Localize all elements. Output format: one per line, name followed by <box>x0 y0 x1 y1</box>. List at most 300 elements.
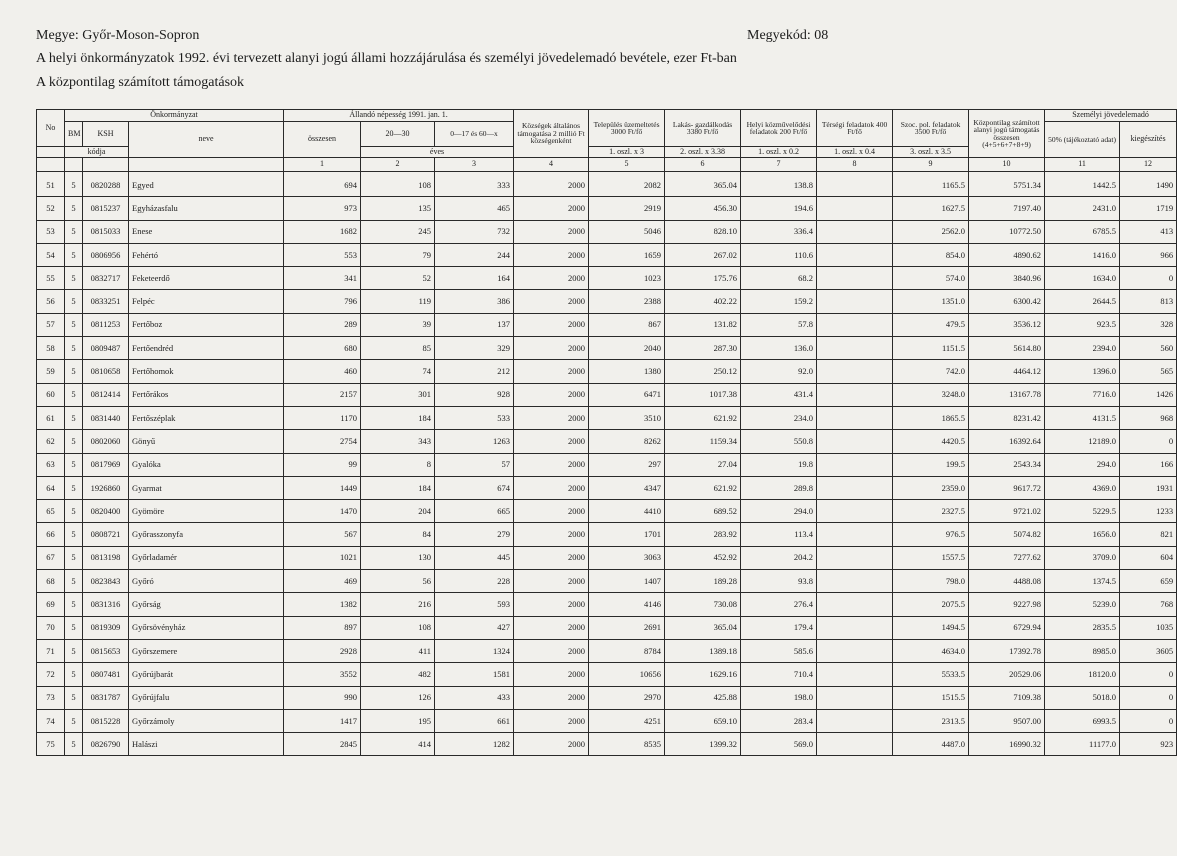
cell-bm: 5 <box>65 476 83 499</box>
cell-kozponti: 10772.50 <box>969 220 1045 243</box>
cell-szja-50: 6785.5 <box>1045 220 1120 243</box>
cell-helyi: 159.2 <box>741 290 817 313</box>
cell-age-0-17: 661 <box>435 709 514 732</box>
table-row <box>37 523 1177 546</box>
cell-osszesen: 553 <box>284 243 361 266</box>
cell-bm: 5 <box>65 220 83 243</box>
cell-telepules: 2970 <box>589 686 665 709</box>
cell-lakas: 283.92 <box>665 523 741 546</box>
cell-bm: 5 <box>65 733 83 756</box>
cell-lakas: 828.10 <box>665 220 741 243</box>
cell-age-0-17: 533 <box>435 406 514 429</box>
cell-kiegeszites: 604 <box>1120 546 1177 569</box>
cell-lakas: 659.10 <box>665 709 741 732</box>
cell-age-0-17: 445 <box>435 546 514 569</box>
cell-bm: 5 <box>65 290 83 313</box>
cell-no: 60 <box>37 383 65 406</box>
cell-szja-50: 2394.0 <box>1045 337 1120 360</box>
cell-bm: 5 <box>65 639 83 662</box>
cell-osszesen: 1682 <box>284 220 361 243</box>
table-row <box>37 290 1177 313</box>
cell-no: 51 <box>37 172 65 197</box>
cell-kozsegek: 2000 <box>514 616 589 639</box>
group-population: Állandó népesség 1991. jan. 1. <box>284 110 514 122</box>
cell-kozponti: 13167.78 <box>969 383 1045 406</box>
cell-kiegeszites: 968 <box>1120 406 1177 429</box>
cell-helyi: 550.8 <box>741 430 817 453</box>
cell-kozponti: 5614.80 <box>969 337 1045 360</box>
cell-osszesen: 3552 <box>284 663 361 686</box>
cell-lakas: 730.08 <box>665 593 741 616</box>
cell-helyi: 234.0 <box>741 406 817 429</box>
cell-age-20-30: 411 <box>361 639 435 662</box>
cell-no: 71 <box>37 639 65 662</box>
cell-name: Gönyű <box>129 430 284 453</box>
table-row <box>37 197 1177 220</box>
cell-tersegi <box>817 360 893 383</box>
cell-no: 55 <box>37 267 65 290</box>
cell-telepules: 8535 <box>589 733 665 756</box>
cell-age-0-17: 333 <box>435 172 514 197</box>
cell-kozponti: 5751.34 <box>969 172 1045 197</box>
cell-osszesen: 1021 <box>284 546 361 569</box>
cell-szoc: 4420.5 <box>893 430 969 453</box>
table-row <box>37 546 1177 569</box>
cell-telepules: 2919 <box>589 197 665 220</box>
cell-ksh: 0811253 <box>83 313 129 336</box>
subsidy-table <box>36 109 1177 756</box>
cell-tersegi <box>817 290 893 313</box>
cell-helyi: 569.0 <box>741 733 817 756</box>
cell-bm: 5 <box>65 709 83 732</box>
cell-helyi: 68.2 <box>741 267 817 290</box>
cell-kozsegek: 2000 <box>514 243 589 266</box>
cell-no: 73 <box>37 686 65 709</box>
col-lakas: Lakás- gazdálkodás 3380 Ft/fő <box>665 110 741 147</box>
col-age-20-30: 20—30 <box>361 122 435 147</box>
cell-osszesen: 1470 <box>284 500 361 523</box>
cell-telepules: 2388 <box>589 290 665 313</box>
cell-tersegi <box>817 243 893 266</box>
cell-helyi: 93.8 <box>741 570 817 593</box>
cell-kiegeszites: 565 <box>1120 360 1177 383</box>
cell-age-0-17: 57 <box>435 453 514 476</box>
cell-age-0-17: 1324 <box>435 639 514 662</box>
cell-kozponti: 9507.00 <box>969 709 1045 732</box>
cell-no: 52 <box>37 197 65 220</box>
cell-lakas: 1017.38 <box>665 383 741 406</box>
table-body <box>37 172 1177 756</box>
cell-helyi: 110.6 <box>741 243 817 266</box>
cell-age-20-30: 204 <box>361 500 435 523</box>
cell-kozsegek: 2000 <box>514 546 589 569</box>
cell-telepules: 2691 <box>589 616 665 639</box>
cell-szja-50: 1656.0 <box>1045 523 1120 546</box>
cell-kiegeszites: 1719 <box>1120 197 1177 220</box>
col-number: 12 <box>1120 158 1177 172</box>
cell-ksh: 0815228 <box>83 709 129 732</box>
cell-name: Győró <box>129 570 284 593</box>
col-number: 2 <box>361 158 435 172</box>
col-number: 9 <box>893 158 969 172</box>
cell-name: Egyházasfalu <box>129 197 284 220</box>
cell-lakas: 189.28 <box>665 570 741 593</box>
cell-szja-50: 4369.0 <box>1045 476 1120 499</box>
cell-tersegi <box>817 337 893 360</box>
cell-kiegeszites: 560 <box>1120 337 1177 360</box>
cell-kiegeszites: 413 <box>1120 220 1177 243</box>
cell-name: Enese <box>129 220 284 243</box>
table-row <box>37 406 1177 429</box>
table-row <box>37 593 1177 616</box>
cell-szja-50: 18120.0 <box>1045 663 1120 686</box>
cell-helyi: 194.6 <box>741 197 817 220</box>
cell-ksh: 0831316 <box>83 593 129 616</box>
cell-name: Fertőrákos <box>129 383 284 406</box>
cell-age-20-30: 195 <box>361 709 435 732</box>
cell-lakas: 621.92 <box>665 406 741 429</box>
cell-kiegeszites: 1233 <box>1120 500 1177 523</box>
cell-no: 64 <box>37 476 65 499</box>
cell-bm: 5 <box>65 616 83 639</box>
cell-no: 65 <box>37 500 65 523</box>
cell-szja-50: 6993.5 <box>1045 709 1120 732</box>
cell-lakas: 365.04 <box>665 172 741 197</box>
cell-tersegi <box>817 313 893 336</box>
cell-kiegeszites: 966 <box>1120 243 1177 266</box>
cell-lakas: 1629.16 <box>665 663 741 686</box>
cell-bm: 5 <box>65 570 83 593</box>
cell-tersegi <box>817 686 893 709</box>
table-row <box>37 733 1177 756</box>
cell-helyi: 431.4 <box>741 383 817 406</box>
cell-helyi: 585.6 <box>741 639 817 662</box>
col-kiegeszites: kiegészítés <box>1120 122 1177 158</box>
cell-age-0-17: 1282 <box>435 733 514 756</box>
cell-no: 75 <box>37 733 65 756</box>
col-number: 3 <box>435 158 514 172</box>
col-number: 6 <box>665 158 741 172</box>
cell-telepules: 6471 <box>589 383 665 406</box>
cell-bm: 5 <box>65 172 83 197</box>
cell-kozsegek: 2000 <box>514 383 589 406</box>
cell-lakas: 1389.18 <box>665 639 741 662</box>
cell-szoc: 199.5 <box>893 453 969 476</box>
cell-lakas: 365.04 <box>665 616 741 639</box>
cell-kozponti: 4464.12 <box>969 360 1045 383</box>
cell-lakas: 175.76 <box>665 267 741 290</box>
cell-osszesen: 469 <box>284 570 361 593</box>
cell-kozsegek: 2000 <box>514 639 589 662</box>
cell-ksh: 1926860 <box>83 476 129 499</box>
cell-szoc: 1557.5 <box>893 546 969 569</box>
cell-kiegeszites: 0 <box>1120 267 1177 290</box>
cell-age-20-30: 245 <box>361 220 435 243</box>
cell-no: 53 <box>37 220 65 243</box>
cell-kiegeszites: 1426 <box>1120 383 1177 406</box>
cell-name: Gyarmat <box>129 476 284 499</box>
cell-ksh: 0815033 <box>83 220 129 243</box>
cell-age-20-30: 108 <box>361 616 435 639</box>
cell-kozsegek: 2000 <box>514 570 589 593</box>
cell-no: 69 <box>37 593 65 616</box>
cell-helyi: 283.4 <box>741 709 817 732</box>
cell-age-20-30: 482 <box>361 663 435 686</box>
cell-kozsegek: 2000 <box>514 197 589 220</box>
cell-tersegi <box>817 733 893 756</box>
cell-tersegi <box>817 570 893 593</box>
cell-kozponti: 6729.94 <box>969 616 1045 639</box>
cell-kozsegek: 2000 <box>514 406 589 429</box>
cell-kiegeszites: 659 <box>1120 570 1177 593</box>
cell-helyi: 113.4 <box>741 523 817 546</box>
cell-no: 72 <box>37 663 65 686</box>
col-helyi: Helyi közművelődési feladatok 200 Ft/fő <box>741 110 817 147</box>
cell-name: Győrasszonyfa <box>129 523 284 546</box>
cell-kozponti: 16990.32 <box>969 733 1045 756</box>
col-number: 7 <box>741 158 817 172</box>
cell-tersegi <box>817 430 893 453</box>
cell-szja-50: 5229.5 <box>1045 500 1120 523</box>
section-title: A központilag számított támogatások <box>36 75 245 90</box>
cell-ksh: 0820288 <box>83 172 129 197</box>
formula-helyi: 1. oszl. x 0.2 <box>741 147 817 158</box>
cell-osszesen: 680 <box>284 337 361 360</box>
cell-helyi: 198.0 <box>741 686 817 709</box>
cell-osszesen: 567 <box>284 523 361 546</box>
cell-no: 58 <box>37 337 65 360</box>
cell-age-0-17: 279 <box>435 523 514 546</box>
cell-bm: 5 <box>65 197 83 220</box>
table-row <box>37 267 1177 290</box>
cell-telepules: 3063 <box>589 546 665 569</box>
cell-szja-50: 1416.0 <box>1045 243 1120 266</box>
table-row <box>37 220 1177 243</box>
cell-age-20-30: 84 <box>361 523 435 546</box>
table-row <box>37 453 1177 476</box>
cell-lakas: 456.30 <box>665 197 741 220</box>
col-neve: neve <box>129 122 284 158</box>
cell-tersegi <box>817 616 893 639</box>
table-row <box>37 313 1177 336</box>
cell-kiegeszites: 1035 <box>1120 616 1177 639</box>
cell-szoc: 1165.5 <box>893 172 969 197</box>
cell-kozsegek: 2000 <box>514 686 589 709</box>
col-number: 5 <box>589 158 665 172</box>
cell-ksh: 0815237 <box>83 197 129 220</box>
cell-no: 66 <box>37 523 65 546</box>
cell-age-0-17: 928 <box>435 383 514 406</box>
cell-osszesen: 973 <box>284 197 361 220</box>
document-subtitle: A helyi önkormányzatok 1992. évi tervezett alanyi jogú állami hozzájárulása és személyi jövedelemadó bevétele, ezer Ft-ban <box>36 51 737 66</box>
cell-name: Fertőszéplak <box>129 406 284 429</box>
cell-kozponti: 9617.72 <box>969 476 1045 499</box>
cell-age-20-30: 135 <box>361 197 435 220</box>
cell-name: Győrújbarát <box>129 663 284 686</box>
cell-kozponti: 3840.96 <box>969 267 1045 290</box>
cell-kozsegek: 2000 <box>514 290 589 313</box>
cell-lakas: 267.02 <box>665 243 741 266</box>
cell-szja-50: 1396.0 <box>1045 360 1120 383</box>
cell-szja-50: 923.5 <box>1045 313 1120 336</box>
cell-bm: 5 <box>65 593 83 616</box>
cell-szoc: 479.5 <box>893 313 969 336</box>
cell-szoc: 2313.5 <box>893 709 969 732</box>
cell-ksh: 0823843 <box>83 570 129 593</box>
cell-szja-50: 5018.0 <box>1045 686 1120 709</box>
cell-lakas: 287.30 <box>665 337 741 360</box>
cell-helyi: 136.0 <box>741 337 817 360</box>
col-szja-50: 50% (tájékoztató adat) <box>1045 122 1120 158</box>
cell-szoc: 4487.0 <box>893 733 969 756</box>
cell-kozponti: 8231.42 <box>969 406 1045 429</box>
cell-kozponti: 4890.62 <box>969 243 1045 266</box>
cell-lakas: 27.04 <box>665 453 741 476</box>
cell-age-20-30: 119 <box>361 290 435 313</box>
cell-age-20-30: 301 <box>361 383 435 406</box>
col-telepules: Település üzemeltetés 3000 Ft/fő <box>589 110 665 147</box>
col-number: 4 <box>514 158 589 172</box>
cell-kozponti: 16392.64 <box>969 430 1045 453</box>
cell-age-0-17: 1581 <box>435 663 514 686</box>
cell-telepules: 867 <box>589 313 665 336</box>
cell-telepules: 2082 <box>589 172 665 197</box>
cell-helyi: 138.8 <box>741 172 817 197</box>
cell-szoc: 854.0 <box>893 243 969 266</box>
cell-age-20-30: 8 <box>361 453 435 476</box>
table-row <box>37 243 1177 266</box>
col-eves: éves <box>361 147 514 158</box>
cell-szoc: 574.0 <box>893 267 969 290</box>
col-ksh: KSH <box>83 122 129 147</box>
cell-lakas: 250.12 <box>665 360 741 383</box>
col-kozsegek: Községek általános támogatása 2 millió Ft községenként <box>514 110 589 158</box>
cell-tersegi <box>817 546 893 569</box>
cell-age-20-30: 79 <box>361 243 435 266</box>
col-kozponti: Központilag számított alanyi jogú támogatás összesen (4+5+6+7+8+9) <box>969 110 1045 158</box>
col-age-0-17: 0—17 és 60—x <box>435 122 514 147</box>
cell-tersegi <box>817 709 893 732</box>
cell-kiegeszites: 0 <box>1120 430 1177 453</box>
cell-ksh: 0810658 <box>83 360 129 383</box>
cell-bm: 5 <box>65 337 83 360</box>
cell-osszesen: 694 <box>284 172 361 197</box>
cell-ksh: 0807481 <box>83 663 129 686</box>
cell-age-0-17: 386 <box>435 290 514 313</box>
cell-age-0-17: 244 <box>435 243 514 266</box>
cell-telepules: 8262 <box>589 430 665 453</box>
cell-lakas: 425.88 <box>665 686 741 709</box>
cell-bm: 5 <box>65 686 83 709</box>
cell-ksh: 0832717 <box>83 267 129 290</box>
cell-tersegi <box>817 267 893 290</box>
cell-kozponti: 3536.12 <box>969 313 1045 336</box>
cell-kozsegek: 2000 <box>514 709 589 732</box>
cell-szja-50: 2431.0 <box>1045 197 1120 220</box>
cell-name: Fertőendréd <box>129 337 284 360</box>
cell-osszesen: 341 <box>284 267 361 290</box>
cell-tersegi <box>817 639 893 662</box>
cell-kozsegek: 2000 <box>514 313 589 336</box>
cell-tersegi <box>817 220 893 243</box>
cell-bm: 5 <box>65 500 83 523</box>
cell-kiegeszites: 1931 <box>1120 476 1177 499</box>
table-row <box>37 686 1177 709</box>
cell-kozponti: 9721.02 <box>969 500 1045 523</box>
cell-name: Halászi <box>129 733 284 756</box>
cell-szja-50: 5239.0 <box>1045 593 1120 616</box>
cell-bm: 5 <box>65 267 83 290</box>
cell-no: 56 <box>37 290 65 313</box>
cell-lakas: 689.52 <box>665 500 741 523</box>
cell-kiegeszites: 821 <box>1120 523 1177 546</box>
cell-szoc: 2562.0 <box>893 220 969 243</box>
cell-szoc: 976.5 <box>893 523 969 546</box>
cell-kozsegek: 2000 <box>514 523 589 546</box>
formula-tersegi: 1. oszl. x 0.4 <box>817 147 893 158</box>
cell-tersegi <box>817 523 893 546</box>
cell-age-0-17: 674 <box>435 476 514 499</box>
cell-lakas: 1399.32 <box>665 733 741 756</box>
cell-szoc: 1151.5 <box>893 337 969 360</box>
cell-name: Felpéc <box>129 290 284 313</box>
cell-kozponti: 7277.62 <box>969 546 1045 569</box>
cell-helyi: 19.8 <box>741 453 817 476</box>
cell-tersegi <box>817 593 893 616</box>
cell-name: Fehértó <box>129 243 284 266</box>
cell-szoc: 5533.5 <box>893 663 969 686</box>
cell-szja-50: 2835.5 <box>1045 616 1120 639</box>
cell-kozponti: 7197.40 <box>969 197 1045 220</box>
cell-tersegi <box>817 453 893 476</box>
cell-name: Győrzámoly <box>129 709 284 732</box>
cell-no: 67 <box>37 546 65 569</box>
cell-bm: 5 <box>65 360 83 383</box>
cell-bm: 5 <box>65 383 83 406</box>
cell-telepules: 297 <box>589 453 665 476</box>
cell-kozponti: 5074.82 <box>969 523 1045 546</box>
cell-no: 61 <box>37 406 65 429</box>
col-no: No <box>37 110 65 147</box>
cell-szoc: 3248.0 <box>893 383 969 406</box>
cell-ksh: 0819309 <box>83 616 129 639</box>
cell-helyi: 204.2 <box>741 546 817 569</box>
cell-telepules: 1407 <box>589 570 665 593</box>
cell-lakas: 621.92 <box>665 476 741 499</box>
cell-age-0-17: 433 <box>435 686 514 709</box>
cell-age-20-30: 52 <box>361 267 435 290</box>
cell-osszesen: 1170 <box>284 406 361 429</box>
cell-kozsegek: 2000 <box>514 360 589 383</box>
cell-kiegeszites: 0 <box>1120 686 1177 709</box>
cell-name: Fertőhomok <box>129 360 284 383</box>
cell-telepules: 8784 <box>589 639 665 662</box>
cell-age-0-17: 465 <box>435 197 514 220</box>
cell-szja-50: 11177.0 <box>1045 733 1120 756</box>
cell-osszesen: 990 <box>284 686 361 709</box>
cell-szoc: 798.0 <box>893 570 969 593</box>
cell-szoc: 1351.0 <box>893 290 969 313</box>
cell-age-20-30: 126 <box>361 686 435 709</box>
cell-telepules: 1701 <box>589 523 665 546</box>
cell-helyi: 179.4 <box>741 616 817 639</box>
cell-telepules: 1659 <box>589 243 665 266</box>
group-szja: Személyi jövedelemadó <box>1045 110 1177 122</box>
cell-ksh: 0812414 <box>83 383 129 406</box>
cell-bm: 5 <box>65 663 83 686</box>
cell-age-20-30: 85 <box>361 337 435 360</box>
cell-helyi: 710.4 <box>741 663 817 686</box>
